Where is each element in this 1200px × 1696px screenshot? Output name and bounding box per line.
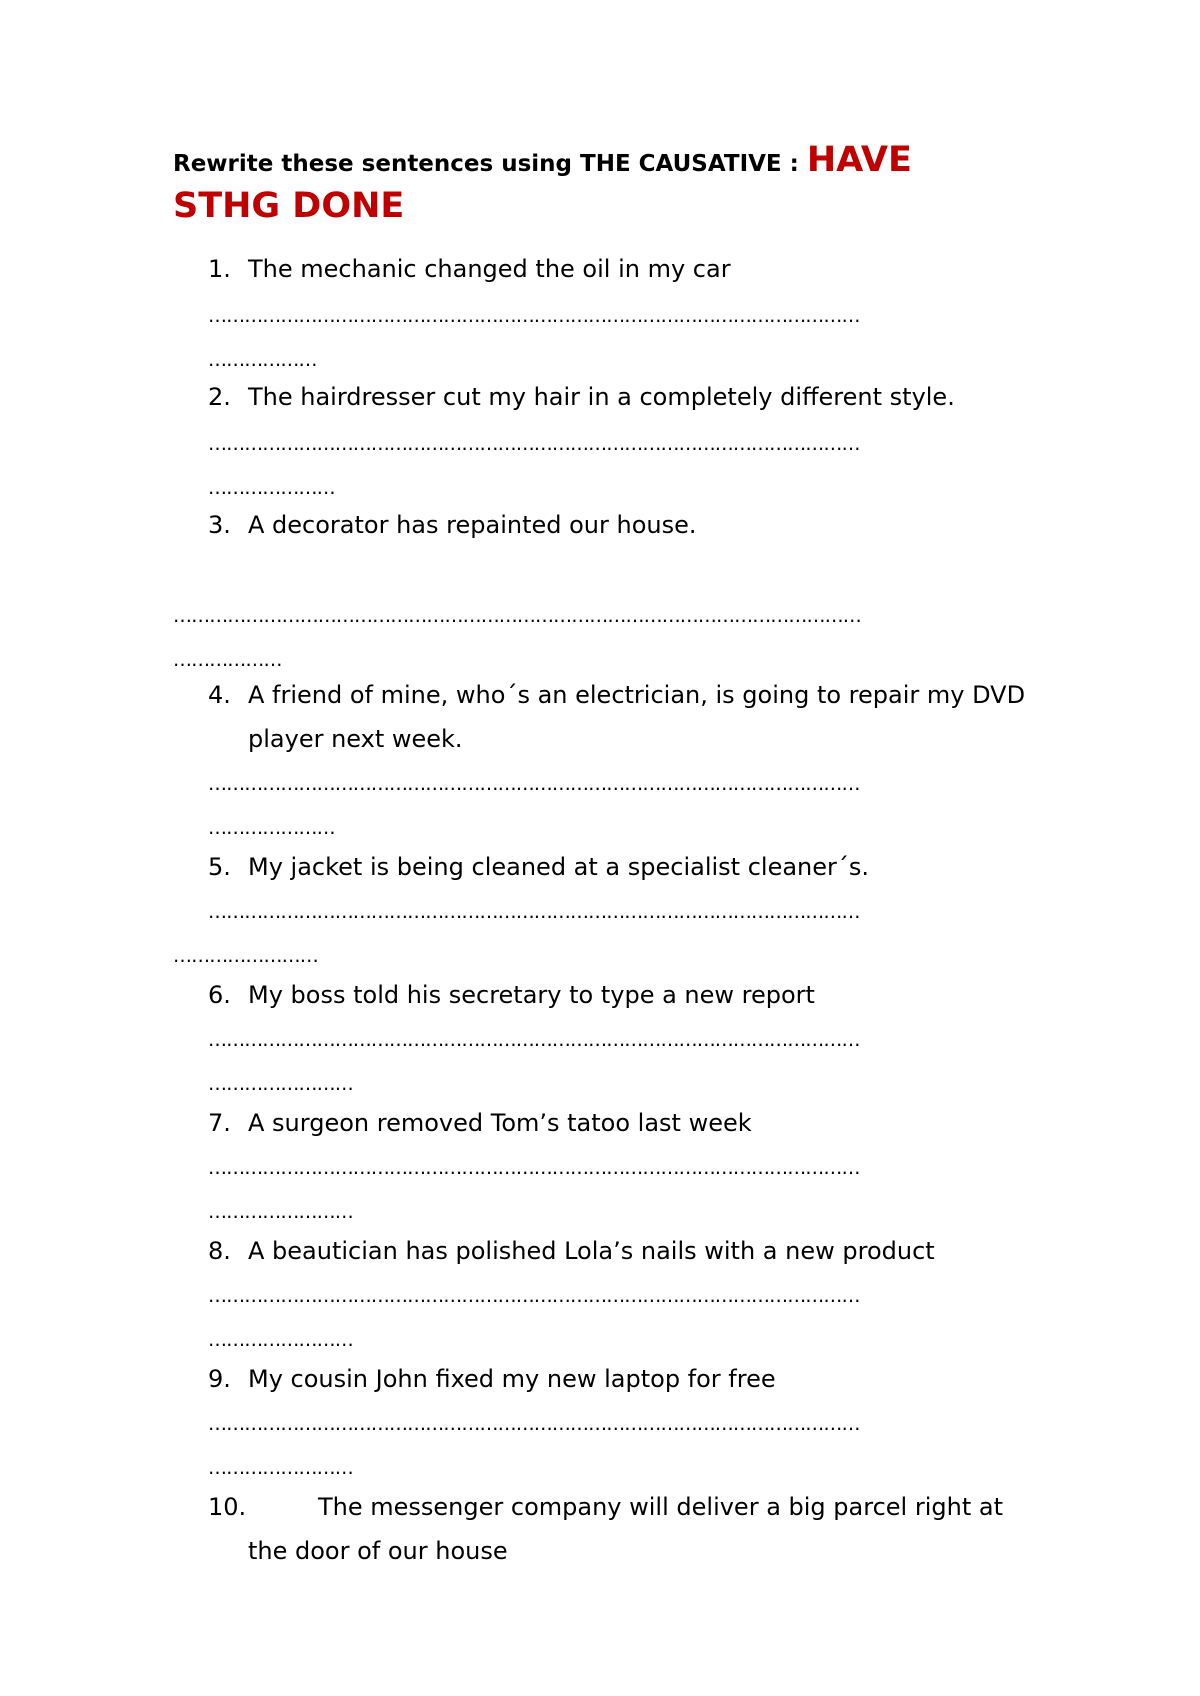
- question-number: 6.: [208, 981, 231, 1009]
- heading-accent-have: HAVE: [806, 140, 912, 180]
- answer-line[interactable]: ………………………………………………………………………………………………: [208, 901, 860, 923]
- question-6: [208, 980, 815, 1010]
- question-text: My boss told his secretary to type a new report: [248, 981, 815, 1009]
- answer-line-continuation[interactable]: ……………………: [208, 1201, 353, 1223]
- question-10: [208, 1492, 1003, 1522]
- answer-line-continuation[interactable]: ……………………: [208, 1329, 353, 1351]
- question-9: [208, 1364, 776, 1394]
- question-text: A friend of mine, who´s an electrician, is going to repair my DVD: [248, 681, 1026, 709]
- question-number: 5.: [208, 853, 231, 881]
- question-text: A beautician has polished Lola’s nails with a new product: [248, 1237, 935, 1265]
- question-number: 4.: [208, 681, 231, 709]
- question-number: 7.: [208, 1109, 231, 1137]
- question-number: 10.: [208, 1493, 247, 1521]
- question-text: The mechanic changed the oil in my car: [248, 255, 731, 283]
- question-text: The messenger company will deliver a big parcel right at: [318, 1493, 1003, 1521]
- question-8: [208, 1236, 935, 1266]
- question-text: A surgeon removed Tom’s tatoo last week: [248, 1109, 752, 1137]
- question-number: 1.: [208, 255, 231, 283]
- answer-line-continuation[interactable]: ………………: [208, 349, 317, 371]
- answer-line-continuation[interactable]: ……………………: [208, 1457, 353, 1479]
- answer-line[interactable]: ………………………………………………………………………………………………: [208, 1285, 860, 1307]
- answer-line[interactable]: ………………………………………………………………………………………………: [208, 433, 860, 455]
- answer-line[interactable]: ………………………………………………………………………………………………: [208, 1029, 860, 1051]
- question-number: 3.: [208, 511, 231, 539]
- question-number: 9.: [208, 1365, 231, 1393]
- question-text: A decorator has repainted our house.: [248, 511, 697, 539]
- question-text: The hairdresser cut my hair in a completely different style.: [248, 383, 955, 411]
- question-7: [208, 1108, 752, 1138]
- question-number: 2.: [208, 383, 231, 411]
- answer-line-continuation[interactable]: ……………………: [208, 1073, 353, 1095]
- answer-line[interactable]: ………………………………………………………………………………………………: [208, 305, 860, 327]
- question-1: [208, 254, 731, 284]
- answer-line-continuation[interactable]: ………………: [173, 649, 282, 671]
- question-5: [208, 852, 869, 882]
- worksheet-heading: [173, 140, 1073, 232]
- question-3: [208, 510, 697, 540]
- question-4-continuation: player next week.: [248, 725, 463, 753]
- question-2: [208, 382, 955, 412]
- answer-line[interactable]: ………………………………………………………………………………………………: [208, 773, 860, 795]
- question-text: My jacket is being cleaned at a specialist cleaner´s.: [248, 853, 870, 881]
- question-10-continuation: the door of our house: [248, 1537, 508, 1565]
- answer-line-continuation[interactable]: …………………: [208, 477, 335, 499]
- question-4: [208, 680, 1025, 710]
- answer-line[interactable]: ………………………………………………………………………………………………: [208, 1413, 860, 1435]
- answer-line[interactable]: ……………………………………………………………………………………………………: [173, 605, 861, 627]
- question-text: My cousin John fixed my new laptop for free: [248, 1365, 776, 1393]
- heading-instruction: Rewrite these sentences using THE CAUSATIVE :: [173, 151, 807, 177]
- question-number: 8.: [208, 1237, 231, 1265]
- answer-line-continuation[interactable]: …………………: [208, 817, 335, 839]
- answer-line[interactable]: ………………………………………………………………………………………………: [208, 1157, 860, 1179]
- heading-accent-sthg-done: STHG DONE: [173, 186, 405, 226]
- answer-line-continuation[interactable]: ……………………: [173, 945, 318, 967]
